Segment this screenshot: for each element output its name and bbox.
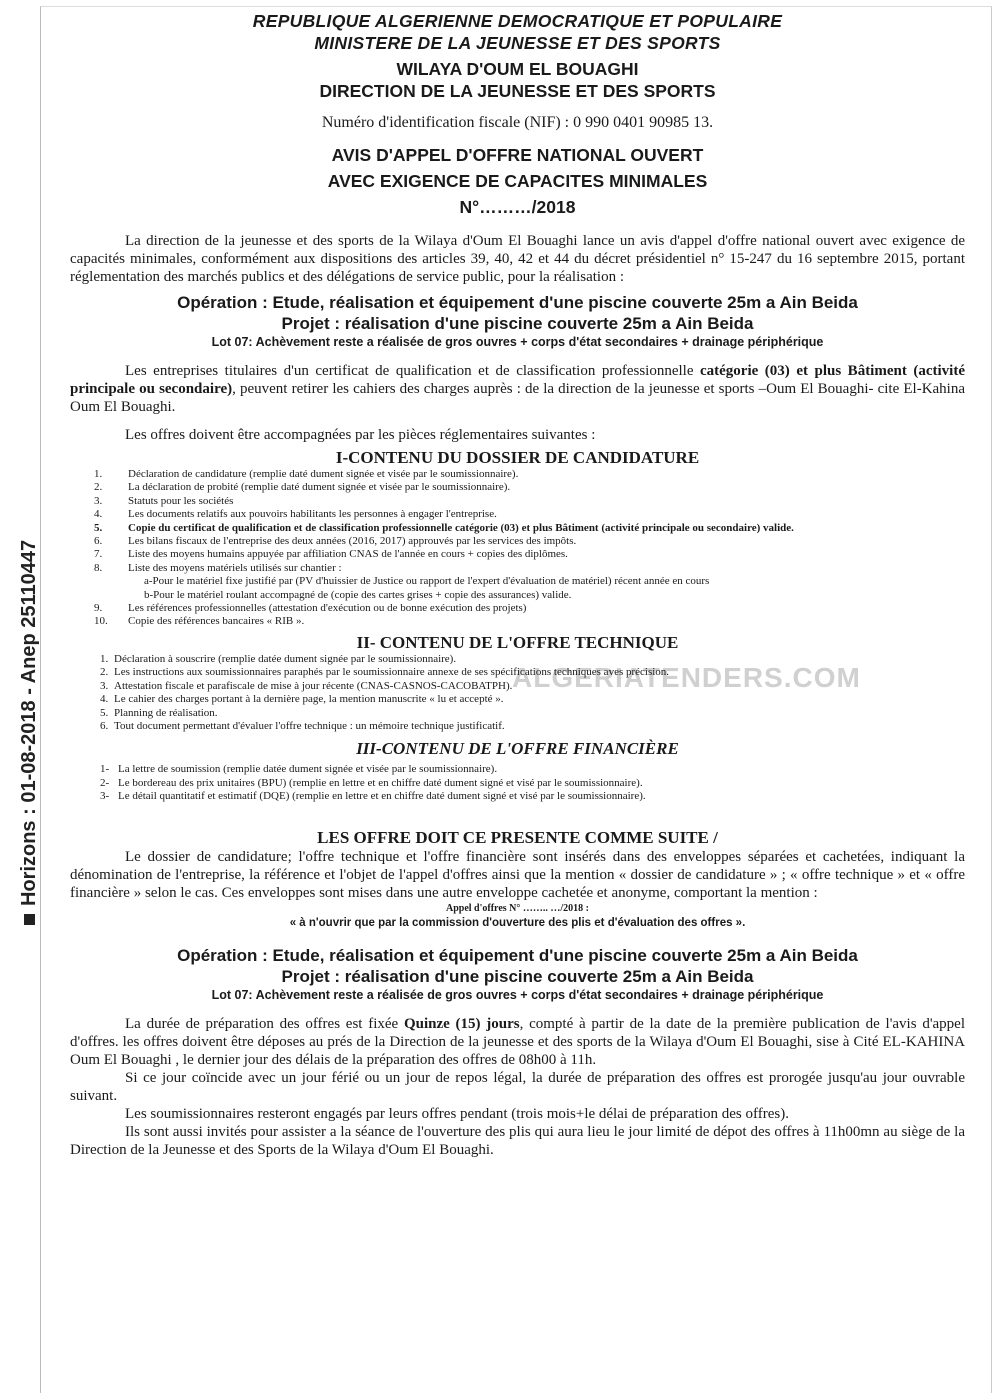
list-item: 10. Copie des références bancaires « RIB ».: [94, 615, 305, 628]
header-direction: DIRECTION DE LA JEUNESSE ET DES SPORTS: [319, 81, 716, 101]
presentation-title: LES OFFRE DOIT CE PRESENTE COMME SUITE /: [317, 827, 718, 847]
list-item: 3. Attestation fiscale et parafiscale de mise à jour récente (CNAS-CASNOS-CACOBATPH).: [100, 679, 513, 692]
watermark: ALGERIATENDERS.COM: [512, 662, 861, 693]
section-3-title: III-CONTENU DE L'OFFRE FINANCIÈRE: [356, 739, 679, 759]
list-item: 1. Déclaration de candidature (remplie daté dument signée et visée par le soumissionnaire).: [94, 468, 519, 480]
intro-paragraph: La direction de la jeunesse et des sports de la Wilaya d'Oum El Bouaghi lance un avis d'appel d'offre national ouvert avec exigence de capacités minimales, conformément aux dispositions des articles 39, 40, 42 et 44 du décret présidentiel n° 15-247 du 16 septembre 2015, portant réglementation des marchés publics et des délégations de service public, pour la réalisation :: [70, 233, 965, 285]
operation-title: Opération : Etude, réalisation et équipement d'une piscine couverte 25m a Ain Beida: [177, 293, 858, 312]
list-item: 1- La lettre de soumission (remplie datée dument signée et visée par le soumissionnaire).: [100, 763, 498, 776]
commitment-paragraph: Les soumissionnaires resteront engagés par leurs offres pendant (trois mois+le délai de préparation des offres).: [125, 1105, 789, 1122]
duration-paragraph: La durée de préparation des offres est fixée Quinze (15) jours, compté à partir de la date de la première publication de l'avis d'appel d'offres. les offres doivent être déposes au prés de la Direction de la jeunesse et des sports de la Wilaya d'Oum El Bouaghi, sise à Cité EL-KAHINA Oum El Bouaghi , le dernier jour des délais de la préparation des offres de 08h00 à 11h.: [70, 1015, 966, 1068]
opening-session-paragraph: Ils sont aussi invités pour assister a la séance de l'ouverture des plis qui aura lieu le jour limité de dépot des offres à 11h00mn au siège de la Direction de la Jeunesse et des Sports de la Wilaya d'Oum El Bouaghi.: [70, 1123, 965, 1158]
section-3-list: [70, 763, 965, 803]
sub-item-b: b-Pour le matériel roulant accompagné de (copie des cartes grises + copie des assurances) valide.: [144, 588, 572, 601]
list-item: 5. Planning de réalisation.: [100, 706, 218, 719]
section-2-list: [100, 653, 965, 733]
notice-title-2: AVEC EXIGENCE DE CAPACITES MINIMALES: [327, 171, 708, 191]
list-item: 1. Déclaration à souscrire (remplie datée dument signée par le soumissionnaire).: [100, 652, 457, 665]
appel-reference: Appel d'offres N° …….. …/2018 :: [446, 902, 589, 914]
notice-number: N°………/2018: [459, 197, 576, 217]
list-item: 3. Statuts pour les sociétés: [94, 494, 234, 507]
offers-intro: Les offres doivent être accompagnées par les pièces réglementaires suivantes :: [125, 427, 596, 443]
section-1-title: I-CONTENU DU DOSSIER DE CANDIDATURE: [335, 448, 700, 467]
sub-item-a: a-Pour le matériel fixe justifié par (PV d'huissier de Justice ou rapport de l'expert d'évaluation de matériel) récent année en cours: [144, 575, 710, 588]
holiday-paragraph: Si ce jour coïncide avec un jour férié ou un jour de repos légal, la durée de préparation des offres est prorogée jusqu'au jour ouvrable suivant.: [70, 1069, 965, 1104]
header-republic: REPUBLIQUE ALGERIENNE DEMOCRATIQUE ET POPULAIRE: [252, 11, 783, 31]
list-item: 2. Les instructions aux soumissionnaires paraphés par le soumissionnaire annexe de ses spécifications techniques aves précision.: [100, 666, 670, 679]
section-1-list: [70, 468, 965, 629]
opening-mention: « à n'ouvrir que par la commission d'ouverture des plis et d'évaluation des offres ».: [289, 916, 746, 929]
header-wilaya: WILAYA D'OUM EL BOUAGHI: [396, 59, 639, 79]
lot-title: Lot 07: Achèvement reste a réalisée de gros ouvres + corps d'état secondaires + drainage périphérique: [211, 335, 824, 349]
list-item: 6. Tout document permettant d'évaluer l'offre technique : un mémoire technique justificatif.: [100, 719, 505, 732]
project-title: Projet : réalisation d'une piscine couverte 25m a Ain Beida: [281, 314, 754, 333]
document-body: [70, 10, 965, 1159]
section-2-title: II- CONTENU DE L'OFFRE TECHNIQUE: [356, 632, 679, 652]
list-item: 7. Liste des moyens humains appuyée par affiliation CNAS de l'année en cours + copies des diplômes.: [94, 548, 568, 561]
lot-title-2: Lot 07: Achèvement reste a réalisée de gros ouvres + corps d'état secondaires + drainage périphérique: [211, 987, 824, 1002]
list-item: 4. Les documents relatifs aux pouvoirs habilitants les personnes à engager l'entreprise.: [94, 508, 497, 521]
list-item: 2. La déclaration de probité (remplie daté dument signée et visée par le soumissionnaire).: [94, 481, 511, 494]
side-caption: Horizons : 01-08-2018 - Anep 25110447: [18, 540, 41, 925]
list-item: 2- Le bordereau des prix unitaires (BPU) (remplie en lettre et en chiffre daté dument signé et visé par le soumissionnaire).: [100, 776, 643, 789]
eligibility-paragraph: Les entreprises titulaires d'un certificat de qualification et de classification professionnelle catégorie (03) et plus Bâtiment (activité principale ou secondaire), peuvent retirer les cahiers des charges auprès : de la direction de la jeunesse et sports –Oum El Bouaghi- cite El-Kahina Oum El Bouaghi.: [70, 363, 966, 415]
list-item: 8. Liste des moyens matériels utilisés sur chantier :: [94, 561, 342, 574]
list-item: 5. Copie du certificat de qualification et de classification professionnelle catégorie (03) et plus Bâtiment (activité principale ou secondaire) valide.: [94, 521, 794, 534]
header-ministry: MINISTERE DE LA JEUNESSE ET DES SPORTS: [314, 33, 721, 53]
list-item: 9. Les références professionnelles (attestation d'exécution ou de bonne exécution des projets): [94, 602, 527, 615]
list-item: 6. Les bilans fiscaux de l'entreprise des deux années (2016, 2017) approuvés par les services des impôts.: [94, 535, 577, 548]
side-caption-strip: [0, 0, 40, 1396]
presentation-paragraph: Le dossier de candidature; l'offre technique et l'offre financière sont insérés dans des enveloppes séparées et cachetées, indiquant la dénomination de l'entreprise, la référence et l'objet de l'appel d'offres ainsi que la mention « dossier de candidature » ; « offre technique » et « offre financière » selon le cas. Ces enveloppes sont mises dans une autre enveloppe cachetée et anonyme, comportant la mention :: [70, 848, 965, 901]
square-bullet-icon: [24, 914, 35, 925]
nif-line: Numéro d'identification fiscale (NIF) : 0 990 0401 90985 13.: [321, 114, 714, 131]
list-item: 4. Le cahier des charges portant à la dernière page, la mention manuscrite « lu et accepté ».: [100, 693, 504, 706]
notice-title-1: AVIS D'APPEL D'OFFRE NATIONAL OUVERT: [331, 145, 704, 165]
list-item: 3- Le détail quantitatif et estimatif (DQE) (remplie en lettre et en chiffre daté dument signé et visé par le soumissionnaire).: [100, 790, 646, 803]
project-title-2: Projet : réalisation d'une piscine couverte 25m a Ain Beida: [281, 966, 754, 986]
operation-title-2: Opération : Etude, réalisation et équipement d'une piscine couverte 25m a Ain Beida: [177, 945, 858, 965]
